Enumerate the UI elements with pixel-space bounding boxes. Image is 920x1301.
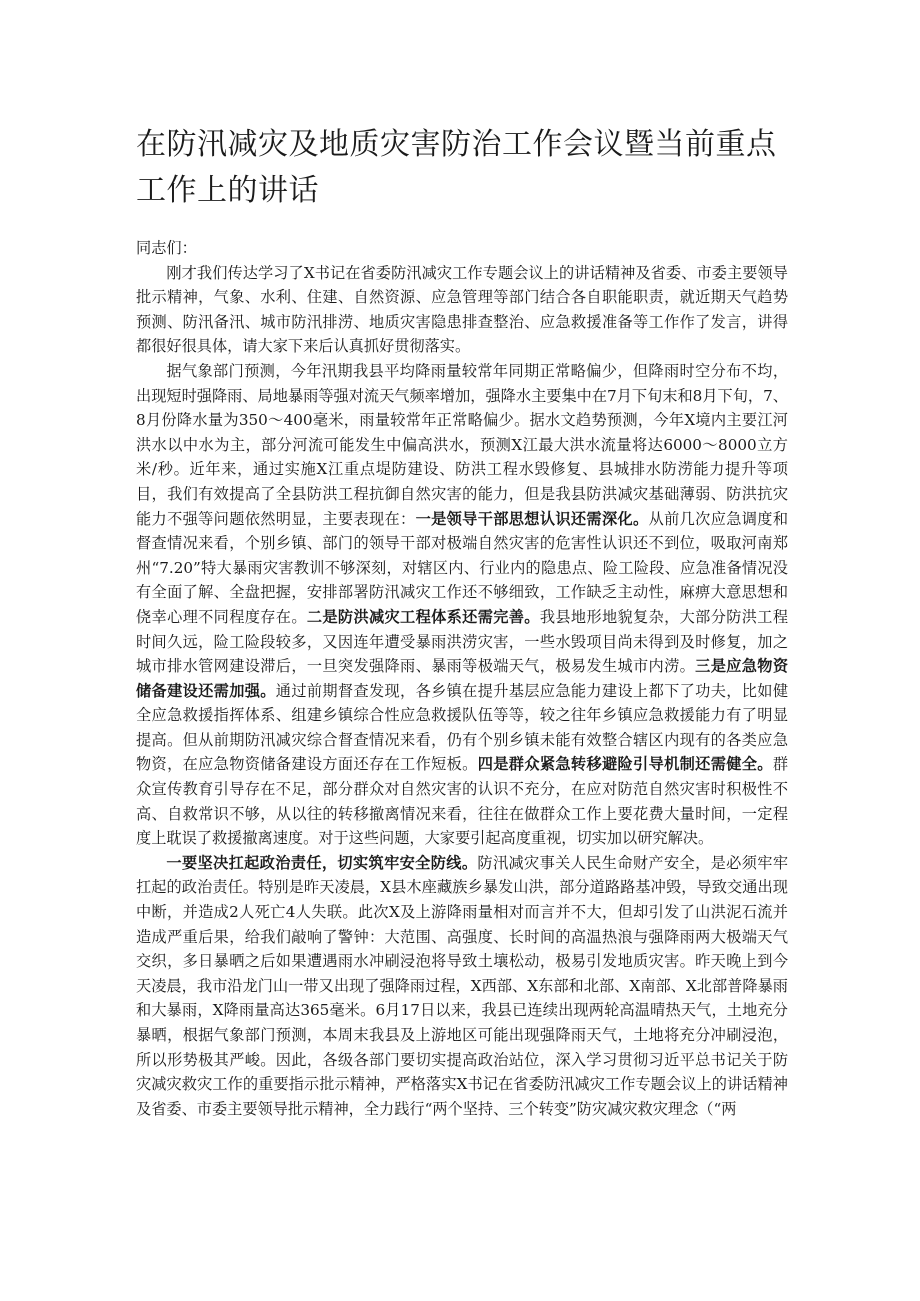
document-title: 在防汛减灾及地质灾害防治工作会议暨当前重点工作上的讲话 [136,127,777,208]
problem-3-text: 通过前期督查发现，各乡镇在提升基层应急能力建设上都下了功夫，比如健全应急救援指挥体系、组建乡镇综合性应急救援队伍等等，较之往年乡镇应急救援能力有了明显提高。但从前期防汛减灾综合督查情况来看，仍有个别乡镇未能有效整合辖区内现有的各类应急物资，在应急物资储备建设方面还存在工作短板。 [136,681,789,774]
problem-1-text: 从前几次应急调度和督查情况来看，个别乡镇、部门的领导干部对极端自然灾害的危害性认识还不到位，吸取河南郑州“7.20”特大暴雨灾害教训不够深刻，对辖区内、行业内的隐患点、险工险段、应急准备情况没有全面了解、全盘把握，安排部署防汛减灾工作还不够细致，工作缺乏主动性，麻痹大意思想和侥幸心理不同程度存在。 [136,509,789,626]
problem-2-text: 我县地形地貌复杂，大部分防洪工程时间久远，险工险段较多，又因连年遭受暴雨洪涝灾害，一些水毁项目尚未得到及时修复，加之城市排水管网建设滞后，一旦突发强降雨、暴雨等极端天气，极易发生城市内涝。 [136,607,789,676]
problem-4-text: 群众宣传教育引导存在不足，部分群众对自然灾害的认识不充分，在应对防范自然灾害时积极性不高、自救常识不够，从以往的转移撤离情况来看，往往在做群众工作上要花费大量时间，一定程度上耽误了救援撤离速度。对于这些问题，大家要引起高度重视，切实加以研究解决。 [136,755,789,848]
problem-2-heading: 二是防洪减灾工程体系还需完善。 [306,607,540,626]
task-1-text: 防汛减灾事关人民生命财产安全，是必须牢牢扛起的政治责任。特别是昨天凌晨，X县木座藏族乡暴发山洪，部分道路路基冲毁，导致交通出现中断，并造成2人死亡4人失联。此次X及上游降雨量相对而言并不大，但却引发了山洪泥石流并造成严重后果，给我们敲响了警钟：大范围、高强度、长时间的高温热浪与强降雨两大极端天气交织，多日暴晒之后如果遭遇雨水冲刷浸泡将导致土壤松动，极易引发地质灾害。昨天晚上到今天凌晨，我市沿龙门山一带又出现了强降雨过程，X西部、X东部和北部、X南部、X北部普降暴雨和大暴雨，X降雨量高达365毫米。6月17日以来，我县已连续出现两轮高温晴热天气，土地充分暴晒，根据气象部门预测，本周末我县及上游地区可能出现强降雨天气，土地将充分冲刷浸泡，所以形势极其严峻。因此，各级各部门要切实提高政治站位，深入学习贯彻习近平总书记关于防灾减灾救灾工作的重要指示批示精神，严格落实X书记在省委防汛减灾工作专题会议上的讲话精神及省委、市委主要领导批示精神，全力践行“两个坚持、三个转变”防灾减灾救灾理念（“两 [136,853,789,1118]
salutation: 同志们： [136,239,197,257]
paragraph-problems [136,359,788,851]
problem-1-heading: 一是领导干部思想认识还需深化。 [415,509,649,528]
paragraph-task-1 [136,851,788,1122]
problem-3-heading: 三是应急物资储备建设还需加强。 [136,657,789,700]
paragraph-problems-lead: 据气象部门预测，今年汛期我县平均降雨量较常年同期正常略偏少，但降雨时空分布不均，出现短时强降雨、局地暴雨等强对流天气频率增加，强降水主要集中在7月下旬末和8月下旬，7、8月份降水量为350～400毫米，雨量较常年正常略偏少。据水文趋势预测，今年X境内主要江河洪水以中水为主，部分河流可能发生中偏高洪水，预测X江最大洪水流量将达6000～8000立方米/秒。近年来，通过实施X江重点堤防建设、防洪工程水毁修复、县城排水防涝能力提升等项目，我们有效提高了全县防洪工程抗御自然灾害的能力，但是我县防洪减灾基础薄弱、防洪抗灾能力不强等问题依然明显，主要表现在： [136,361,788,528]
document-page [136,122,788,1121]
problem-4-heading: 四是群众紧急转移避险引导机制还需健全。 [477,755,773,774]
paragraph-intro: 刚才我们传达学习了X书记在省委防汛减灾工作专题会议上的讲话精神及省委、市委主要领导批示精神，气象、水利、住建、自然资源、应急管理等部门结合各自职能职责，就近期天气趋势预测、防汛备汛、城市防汛排涝、地质灾害隐患排查整治、应急救援准备等工作作了发言，讲得都很好很具体，请大家下来后认真抓好贯彻落实。 [136,263,788,356]
task-1-heading: 一要坚决扛起政治责任，切实筑牢安全防线。 [166,853,478,872]
